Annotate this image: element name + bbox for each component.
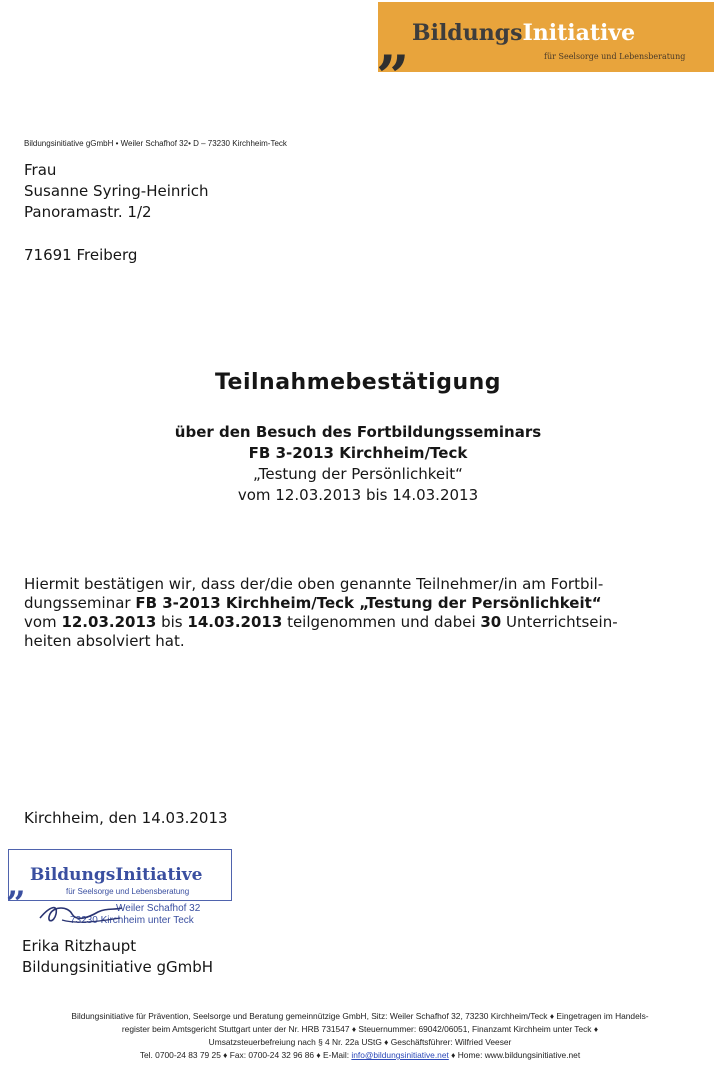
footer [10, 1010, 710, 1062]
recipient-zip-city: 71691 Freiberg [24, 246, 138, 264]
footer-contact: Tel. 0700-24 83 79 25 ♦ Fax: 0700-24 32 96 86 ♦ E-Mail: [139, 1050, 352, 1060]
body-line1 [24, 575, 700, 594]
logo-word-part1: Bildungs [412, 20, 523, 46]
quote-mark-icon: ” [376, 43, 410, 111]
body-text-4: bis [156, 613, 188, 631]
confirmation-paragraph [24, 575, 700, 651]
signer-block [22, 936, 213, 978]
body-text-1: Hiermit bestätigen wir, dass der/die oben genannte Teilnehmer/in am Fortbil- [24, 575, 604, 593]
footer-line1: Bildungsinitiative für Prävention, Seelsorge und Beratung gemeinnützige GmbH, Sitz: Weiler Schafhof 32, 73230 Kirchheim/Teck ♦ Eingetragen im Handels- [71, 1011, 649, 1021]
logo-wordmark [412, 20, 635, 46]
place-date: Kirchheim, den 14.03.2013 [24, 809, 228, 827]
body-text-5: teilgenommen und dabei [282, 613, 481, 631]
subtitle-line2: FB 3-2013 Kirchheim/Teck [248, 444, 468, 462]
letterhead-logo [378, 2, 714, 72]
sender-line: Bildungsinitiative gGmbH • Weiler Schafhof 32• D – 73230 Kirchheim-Teck [24, 139, 287, 148]
body-units: 30 [480, 613, 502, 631]
document-subtitle [0, 422, 716, 506]
signature-icon [36, 896, 126, 930]
body-end-date: 14.03.2013 [187, 613, 283, 631]
body-text-3: vom [24, 613, 62, 631]
recipient-salutation: Frau [24, 161, 57, 179]
signer-name: Erika Ritzhaupt [22, 937, 137, 955]
body-seminar: FB 3-2013 Kirchheim/Teck „Testung der Persönlichkeit“ [135, 594, 602, 612]
body-text-2: dungsseminar [24, 594, 136, 612]
stamp-city: 73230 Kirchheim unter Teck [70, 915, 194, 926]
stamp-tagline: für Seelsorge und Lebensberatung [66, 887, 190, 896]
recipient-street: Panoramastr. 1/2 [24, 203, 152, 221]
body-text-6: Unterrichtsein- [501, 613, 618, 631]
body-line2 [24, 594, 700, 613]
subtitle-line1: über den Besuch des Fortbildungsseminars [174, 423, 542, 441]
recipient-address [24, 160, 209, 266]
stamp-street: Weiler Schafhof 32 [116, 903, 201, 914]
logo-tagline: für Seelsorge und Lebensberatung [544, 52, 686, 61]
body-line4 [24, 632, 700, 651]
body-line3 [24, 613, 700, 632]
footer-line2: register beim Amtsgericht Stuttgart unter der Nr. HRB 731547 ♦ Steuernummer: 69042/06051, Finanzamt Kirchheim unter Teck ♦ [121, 1024, 599, 1034]
body-start-date: 12.03.2013 [61, 613, 157, 631]
document-title: Teilnahmebestätigung [214, 370, 502, 395]
subtitle-line3: „Testung der Persönlichkeit“ [253, 465, 463, 483]
stamp-quote-icon: ” [6, 884, 26, 924]
signer-org: Bildungsinitiative gGmbH [22, 958, 214, 976]
subtitle-line4: vom 12.03.2013 bis 14.03.2013 [237, 486, 479, 504]
footer-email-link[interactable]: info@bildungsinitiative.net [351, 1050, 449, 1060]
body-text-7: heiten absolviert hat. [24, 632, 185, 650]
logo-word-part2: Initiative [522, 20, 636, 46]
recipient-name: Susanne Syring-Heinrich [24, 182, 209, 200]
footer-line4 [10, 1049, 710, 1062]
stamp-name: BildungsInitiative [30, 865, 203, 885]
footer-line3: Umsatzsteuerbefreiung nach § 4 Nr. 22a UStG ♦ Geschäftsführer: Wilfried Veeser [208, 1037, 512, 1047]
footer-home: ♦ Home: www.bildungsinitiative.net [448, 1050, 581, 1060]
